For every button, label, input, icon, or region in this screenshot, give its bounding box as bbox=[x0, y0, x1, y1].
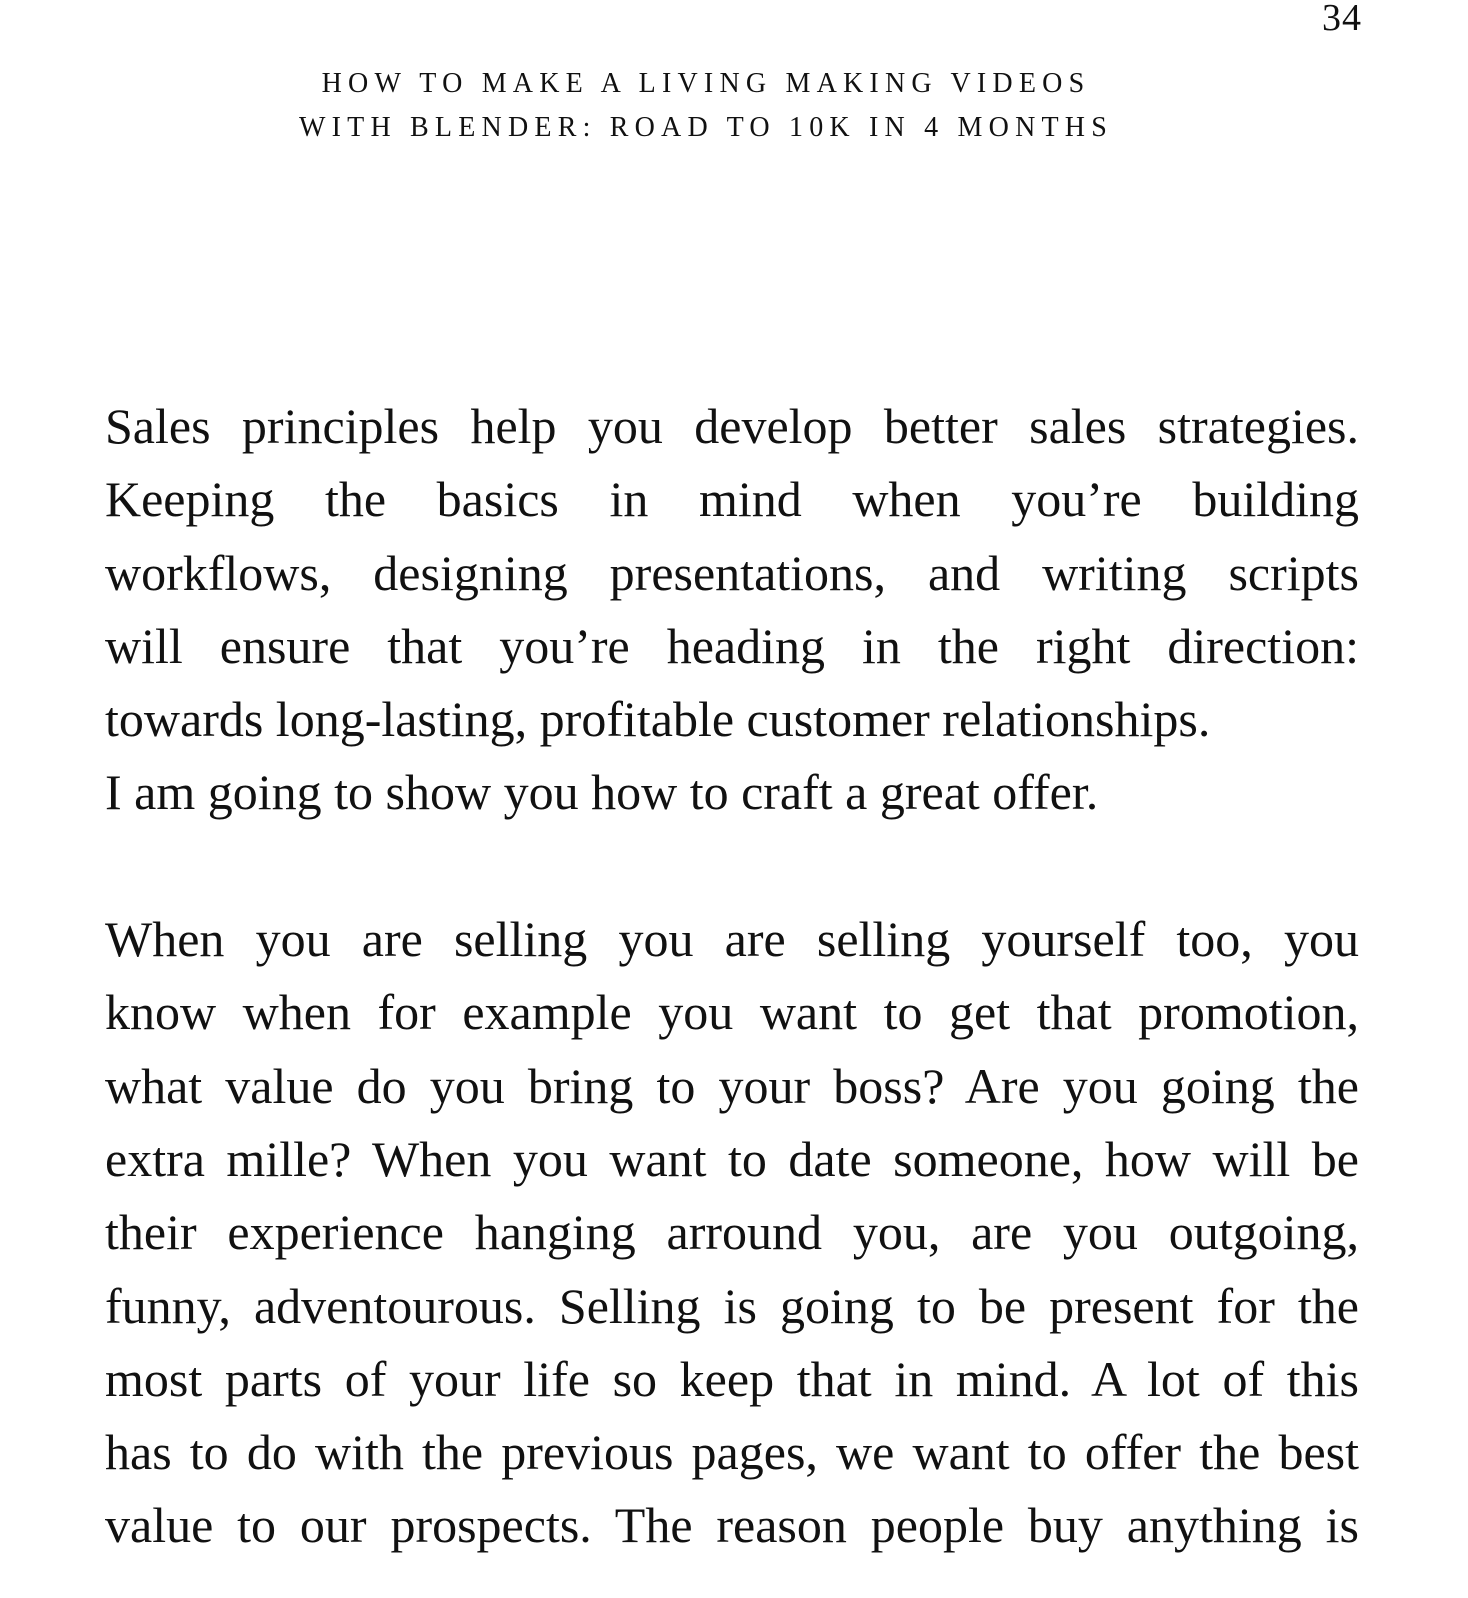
text-line: know when for example you want to get that promotion, bbox=[105, 984, 1359, 1041]
text-line: what value do you bring to your boss? Are you going the bbox=[105, 1057, 1359, 1114]
text-line: funny, adventourous. Selling is going to be present for the bbox=[105, 1277, 1359, 1334]
running-header bbox=[0, 62, 1412, 150]
running-header-line-1: HOW TO MAKE A LIVING MAKING VIDEOS bbox=[321, 68, 1091, 99]
text-line: workflows, designing presentations, and writing scripts bbox=[105, 544, 1359, 601]
text-line: most parts of your life so keep that in mind. A lot of this bbox=[105, 1350, 1359, 1407]
text-line: value to our prospects. The reason people buy anything is bbox=[105, 1497, 1359, 1554]
text-line: Keeping the basics in mind when you’re building bbox=[105, 471, 1359, 528]
text-line: Sales principles help you develop better sales strategies. bbox=[105, 398, 1359, 454]
text-line: I am going to show you how to craft a great offer. bbox=[105, 764, 1099, 821]
paragraph-gap bbox=[105, 830, 1359, 903]
paragraph-sales-principles bbox=[105, 390, 1359, 830]
page-number: 34 bbox=[1322, 0, 1362, 39]
text-line: their experience hanging arround you, are you outgoing, bbox=[105, 1204, 1359, 1261]
text-line: towards long-lasting, profitable customer relationships. bbox=[105, 691, 1211, 748]
running-header-line-2: WITH BLENDER: ROAD TO 10K IN 4 MONTHS bbox=[298, 112, 1113, 143]
paragraph-selling-yourself bbox=[105, 903, 1359, 1563]
text-line: When you are selling you are selling yourself too, you bbox=[105, 911, 1359, 968]
text-line: extra mille? When you want to date someone, how will be bbox=[105, 1130, 1359, 1187]
text-line: has to do with the previous pages, we want to offer the best bbox=[105, 1424, 1359, 1481]
text-line: will ensure that you’re heading in the right direction: bbox=[105, 617, 1359, 674]
body-text bbox=[105, 390, 1359, 1563]
